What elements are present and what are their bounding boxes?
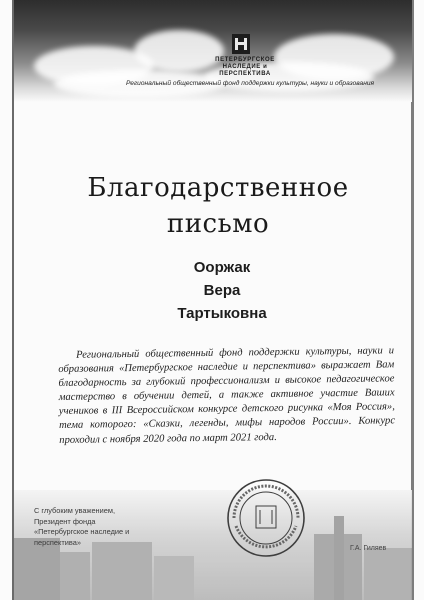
letter-body-text: Региональный общественный фонд поддержки культуры, науки и образования «Петербургское наследие и перспектива» выражает Вам благодарность за глубокий профессионализм и высокое педагогическое мастерство в обучении детей, а также активное участие Ваших учеников в III Всероссийском конкурсе детского рисунка «Моя Россия», тема которого: «Сказки, легенды, мифы народов России». Конкурс проходил с ноября 2020 года по март 2021 года. [58, 345, 396, 446]
logo-title-line1: ПЕТЕРБУРГСКОЕ [215, 57, 275, 63]
signature-line1: С глубоким уважением, [34, 506, 116, 515]
recipient-first-name: Вера [203, 282, 241, 299]
recipient-name-block [100, 256, 344, 325]
signature-line3: «Петербургское наследие и перспектива» [34, 527, 130, 547]
signature-line2: Президент фонда [34, 516, 96, 526]
fund-logo-title [196, 57, 294, 78]
logo-title-line2: НАСЛЕДИЕ и ПЕРСПЕКТИВА [219, 64, 271, 77]
document-title [40, 170, 396, 242]
title-line2: письмо [166, 209, 270, 239]
recipient-surname: Ооржак [193, 259, 251, 276]
title-line1: Благодарственное [87, 173, 349, 203]
fund-subtitle: Региональный общественный фонд поддержки культуры, науки и образования [125, 80, 375, 87]
recipient-patronymic: Тартыковна [177, 305, 267, 322]
round-stamp-icon [224, 476, 308, 560]
signer-name: Г.А. Гиляев [350, 545, 387, 552]
signature-block [34, 506, 174, 548]
fund-logo-icon [232, 34, 250, 54]
